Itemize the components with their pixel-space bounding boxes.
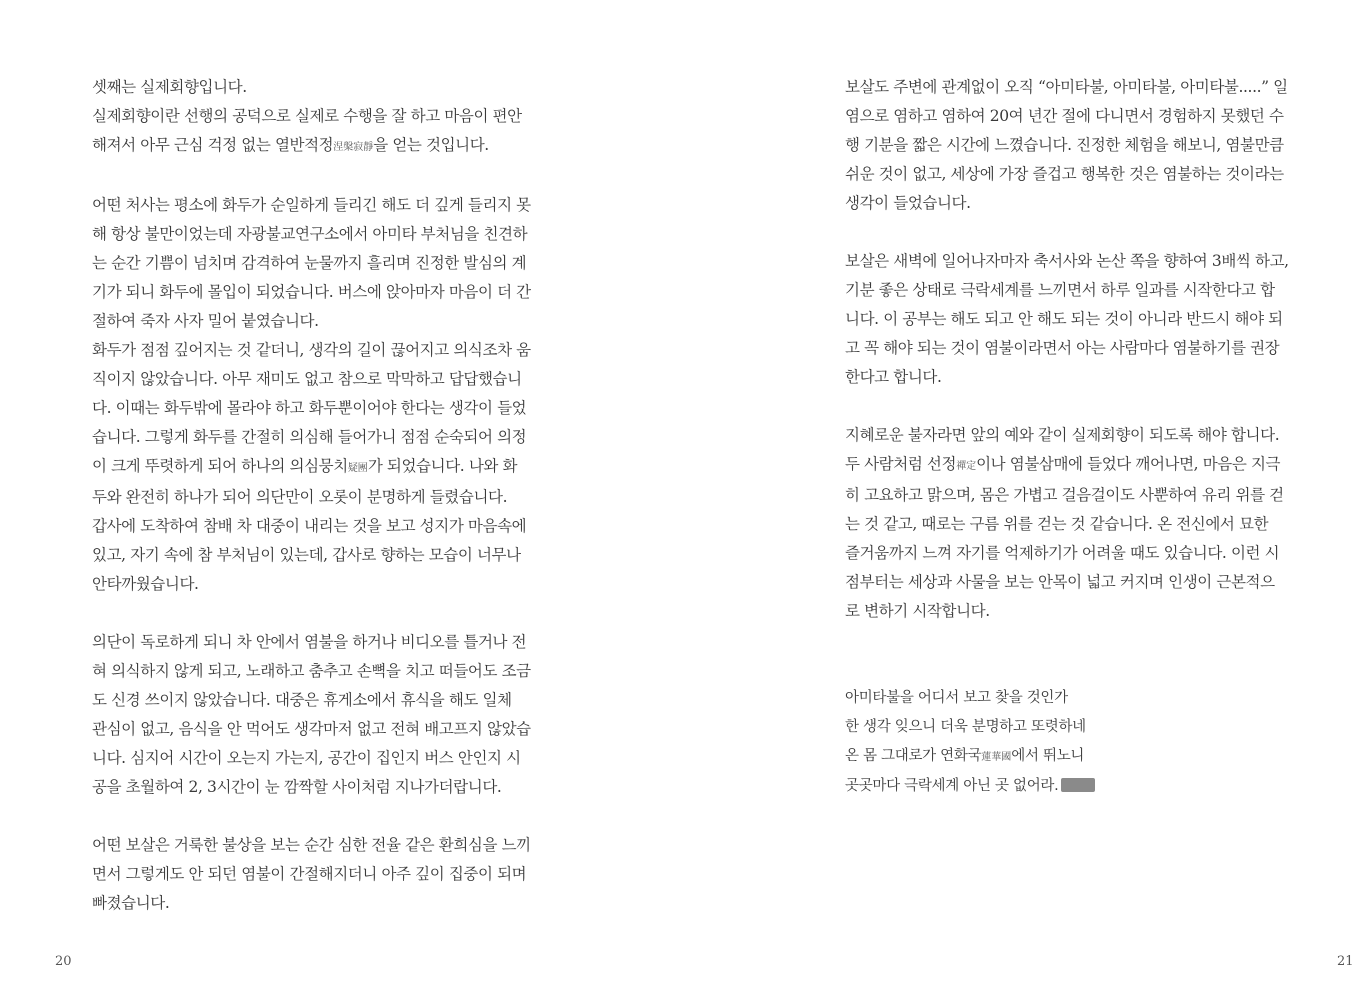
text-line: 있고, 자기 속에 참 부처님이 있는데, 갑사로 향하는 모습이 너무나 (92, 546, 521, 564)
text-line: 보살은 새벽에 일어나자마자 축서사와 논산 쪽을 향하여 3배씩 하고, (845, 252, 1289, 270)
text-line: 염으로 염하고 염하여 20여 년간 절에 다니면서 경험하지 못했던 수 (845, 107, 1284, 125)
poem-line: 아미타불을 어디서 보고 찾을 것인가 (845, 690, 1068, 706)
text-line: 니다. 심지어 시간이 오는지 가는지, 공간이 집인지 버스 안인지 시 (92, 749, 521, 767)
text-line: 지혜로운 불자라면 앞의 예와 같이 실제회향이 되도록 해야 합니다. (845, 426, 1280, 444)
text-line: 의단이 독로하게 되니 차 안에서 염불을 하거나 비디오를 틀거나 전 (92, 633, 527, 651)
text-line: 생각이 들었습니다. (845, 194, 971, 212)
source-badge-icon (1061, 778, 1095, 792)
text-line: 쉬운 것이 없고, 세상에 가장 즐겁고 행복한 것은 염불하는 것이라는 (845, 165, 1284, 183)
text-line: 습니다. 그렇게 화두를 간절히 의심해 들어가니 점점 순숙되어 의정 (92, 428, 527, 446)
text-line: 공을 초월하여 2, 3시간이 눈 깜짝할 사이처럼 지나가더랍니다. (92, 778, 502, 796)
poem (845, 684, 1323, 801)
text-line: 어떤 보살은 거룩한 불상을 보는 순간 심한 전율 같은 환희심을 느끼 (92, 836, 531, 854)
text-line: 두 사람처럼 선정禪定이나 염불삼매에 들었다 깨어나면, 마음은 지극 (845, 455, 1281, 473)
poem-line: 온 몸 그대로가 연화국蓮華國에서 뛰노니 (845, 748, 1085, 764)
text-line: 화두가 점점 깊어지는 것 같더니, 생각의 길이 끊어지고 의식조차 움 (92, 341, 531, 359)
paragraph (845, 247, 1323, 392)
text-line: 는 것 같고, 때로는 구름 위를 걷는 것 같습니다. 온 전신에서 묘한 (845, 515, 1269, 533)
text-line: 히 고요하고 맑으며, 몸은 가볍고 걸음걸이도 사뿐하여 유리 위를 걷 (845, 486, 1284, 504)
text-line: 로 변하기 시작합니다. (845, 602, 990, 620)
text-line: 기가 되니 화두에 몰입이 되었습니다. 버스에 앉아마자 마음이 더 간 (92, 283, 531, 301)
right-page (679, 0, 1358, 1006)
left-page-text (92, 73, 570, 918)
text-line: 절하여 죽자 사자 밀어 붙였습니다. (92, 312, 319, 330)
text-line: 행 기분을 짧은 시간에 느꼈습니다. 진정한 체험을 해보니, 염불만큼 (845, 136, 1284, 154)
text-line: 빠졌습니다. (92, 894, 170, 912)
poem-line: 한 생각 잊으니 더욱 분명하고 또렷하네 (845, 719, 1086, 735)
text-line: 이 크게 뚜렷하게 되어 하나의 의심뭉치疑團가 되었습니다. 나와 화 (92, 457, 518, 475)
text-line: 실제회향이란 선행의 공덕으로 실제로 수행을 잘 하고 마음이 편안 (92, 107, 522, 125)
text-line: 혀 의식하지 않게 되고, 노래하고 춤추고 손뼉을 치고 떠들어도 조금 (92, 662, 531, 680)
paragraph (92, 831, 570, 918)
text-line: 즐거움까지 느껴 자기를 억제하기가 어려울 때도 있습니다. 이런 시 (845, 544, 1280, 562)
text-line: 점부터는 세상과 사물을 보는 안목이 넓고 커지며 인생이 근본적으 (845, 573, 1275, 591)
text-line: 두와 완전히 하나가 되어 의단만이 오롯이 분명하게 들렸습니다. (92, 488, 508, 506)
hanja-annotation: 涅槃寂靜 (333, 142, 374, 153)
text-line: 면서 그렇게도 안 되던 염불이 간절해지더니 아주 깊이 집중이 되며 (92, 865, 527, 883)
text-line: 도 신경 쓰이지 않았습니다. 대중은 휴게소에서 휴식을 해도 일체 (92, 691, 512, 709)
page-number: 20 (55, 954, 72, 969)
paragraph (92, 73, 570, 162)
right-page-text (845, 73, 1323, 801)
text-line: 관심이 없고, 음식을 안 먹어도 생각마저 없고 전혀 배고프지 않았습 (92, 720, 531, 738)
text-line: 직이지 않았습니다. 아무 재미도 없고 참으로 막막하고 답답했습니 (92, 370, 522, 388)
text-line: 보살도 주변에 관계없이 오직 “아미타불, 아미타불, 아미타불.....” 일 (845, 78, 1288, 96)
text-line: 한다고 합니다. (845, 368, 942, 386)
hanja-annotation: 蓮華國 (981, 752, 1012, 763)
poem-line: 곳곳마다 극락세계 아닌 곳 없어라. (845, 772, 1323, 801)
text-line: 갑사에 도착하여 참배 차 대중이 내리는 것을 보고 성지가 마음속에 (92, 517, 527, 535)
text-line: 기분 좋은 상태로 극락세계를 느끼면서 하루 일과를 시작한다고 합 (845, 281, 1275, 299)
text-line: 해 항상 불만이었는데 자광불교연구소에서 아미타 부처님을 친견하 (92, 225, 528, 243)
text-line: 다. 이때는 화두밖에 몰라야 하고 화두뿐이어야 한다는 생각이 들었 (92, 399, 527, 417)
text-line: 니다. 이 공부는 해도 되고 안 해도 되는 것이 아니라 반드시 해야 되 (845, 310, 1283, 328)
text-line: 고 꼭 해야 되는 것이 염불이라면서 아는 사람마다 염불하기를 권장 (845, 339, 1280, 357)
hanja-annotation: 疑團 (347, 463, 368, 474)
text-line: 안타까웠습니다. (92, 575, 199, 593)
text-line: 해져서 아무 근심 걱정 없는 열반적정涅槃寂靜을 얻는 것입니다. (92, 136, 489, 154)
paragraph (845, 73, 1323, 218)
hanja-annotation: 禪定 (956, 461, 977, 472)
text-line: 는 순간 기쁨이 넘치며 감격하여 눈물까지 흘리며 진정한 발심의 계 (92, 254, 527, 272)
text-line: 셋째는 실제회향입니다. (92, 78, 247, 96)
paragraph (845, 421, 1323, 626)
text-line: 어떤 처사는 평소에 화두가 순일하게 들리긴 해도 더 깊게 들리지 못 (92, 196, 531, 214)
page-number: 21 (1337, 954, 1354, 969)
paragraph (92, 191, 570, 599)
paragraph (92, 628, 570, 802)
